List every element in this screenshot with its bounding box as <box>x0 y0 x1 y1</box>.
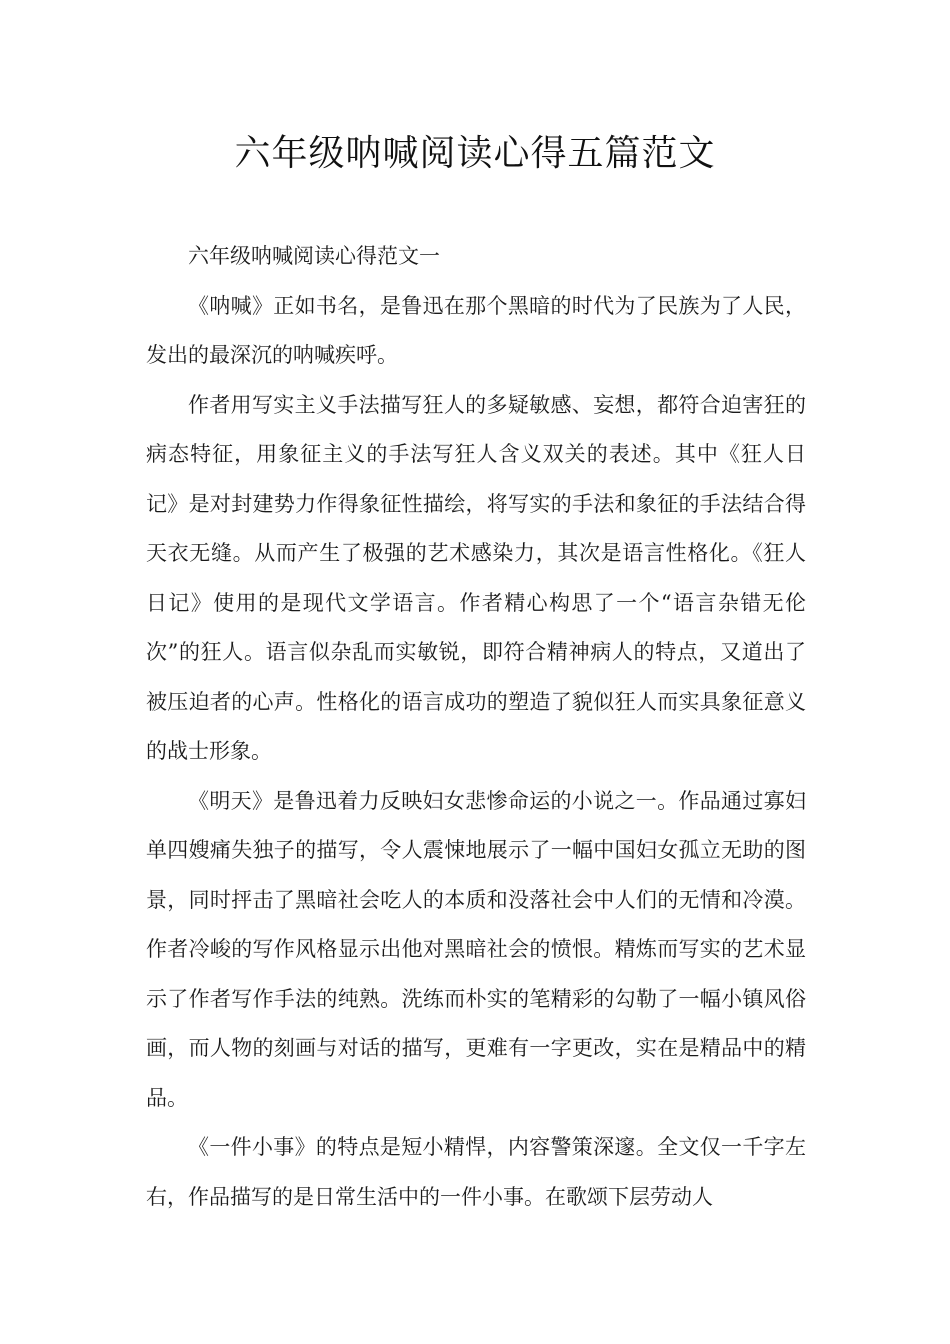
paragraph-madman-diary: 作者用写实主义手法描写狂人的多疑敏感、妄想，都符合迫害狂的病态特征，用象征主义的手法写狂人含义双关的表述。其中《狂人日记》是对封建势力作得象征性描绘，将写实的手法和象征的手法结合得天衣无缝。从而产生了极强的艺术感染力，其次是语言性格化。《狂人日记》使用的是现代文学语言。作者精心构思了一个“语言杂错无伦次”的狂人。语言似杂乱而实敏锐，即符合精神病人的特点，又道出了被压迫者的心声。性格化的语言成功的塑造了貌似狂人而实具象征意义的战士形象。 <box>146 392 806 763</box>
document-title: 六年级呐喊阅读心得五篇范文 <box>234 133 716 174</box>
document-body <box>146 232 806 1222</box>
section-heading: 六年级呐喊阅读心得范文一 <box>188 244 440 268</box>
paragraph-tomorrow: 《明天》是鲁迅着力反映妇女悲惨命运的小说之一。作品通过寡妇单四嫂痛失独子的描写，令人震悚地展示了一幅中国妇女孤立无助的图景，同时抨击了黑暗社会吃人的本质和没落社会中人们的无情和冷漠。作者冷峻的写作风格显示出他对黑暗社会的愤恨。精炼而写实的艺术显示了作者写作手法的纯熟。洗练而朴实的笔精彩的勾勒了一幅小镇风俗画，而人物的刻画与对话的描写，更难有一字更改，实在是精品中的精品。 <box>146 788 806 1110</box>
paragraph-small-incident: 《一件小事》的特点是短小精悍，内容警策深邃。全文仅一千字左右，作品描写的是日常生活中的一件小事。在歌颂下层劳动人 <box>146 1135 806 1209</box>
paragraph-intro: 《呐喊》正如书名，是鲁迅在那个黑暗的时代为了民族为了人民，发出的最深沉的呐喊疾呼。 <box>146 293 806 367</box>
